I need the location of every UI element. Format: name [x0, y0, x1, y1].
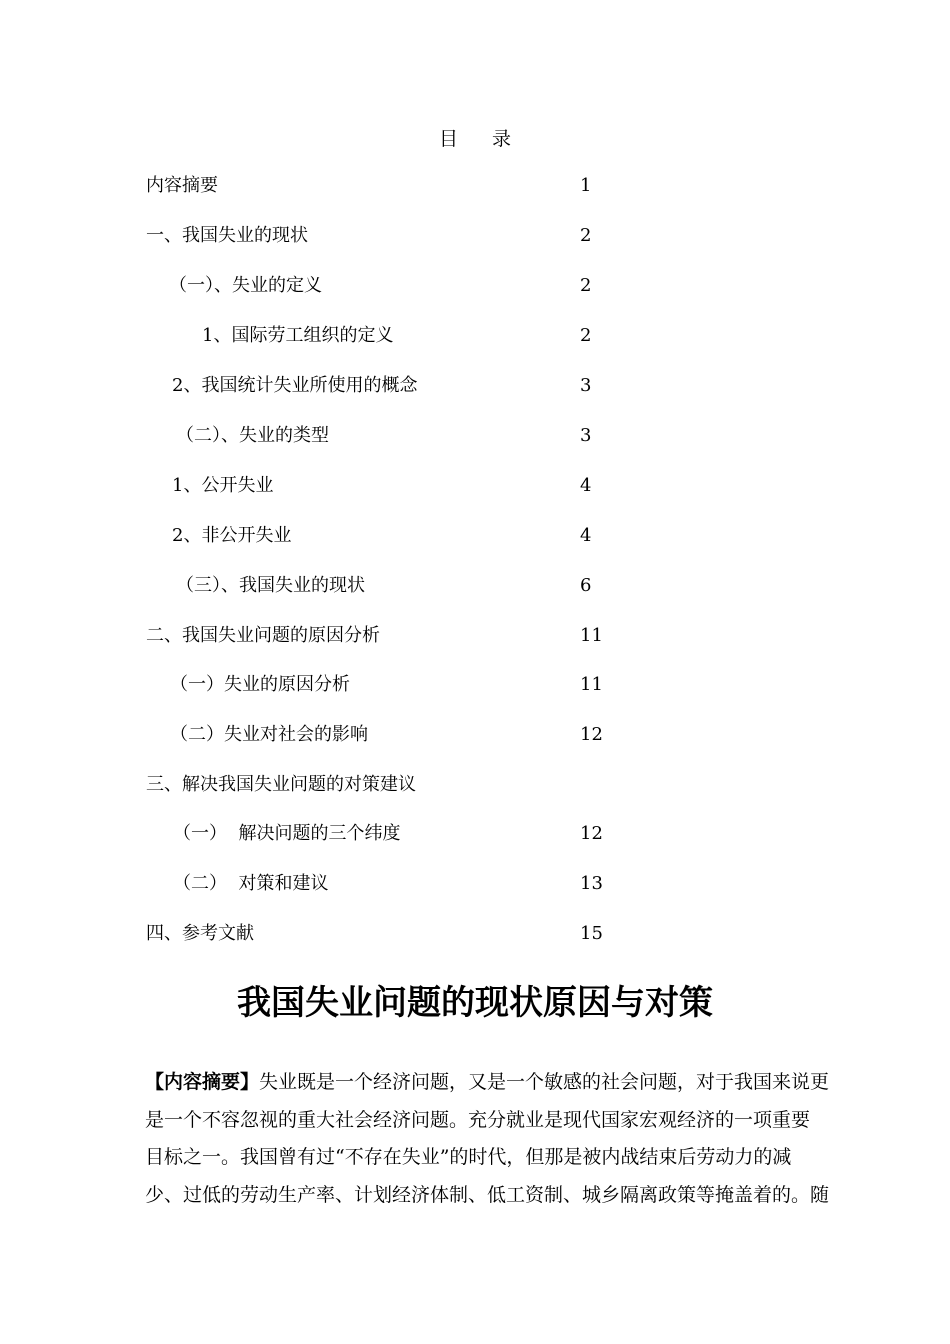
toc-title: 目 录	[438, 128, 526, 150]
toc-entry-label: （一）、失业的定义	[169, 275, 322, 296]
toc-entry-label: 2、非公开失业	[172, 525, 292, 546]
toc-entry-label: 一、我国失业的现状	[146, 225, 308, 246]
toc-entry-label: （二）失业对社会的影响	[170, 724, 368, 745]
toc-entry-page: 3	[580, 375, 592, 396]
toc-entry-page: 2	[580, 325, 592, 346]
toc-entry-label: （一） 解决问题的三个纬度	[173, 823, 401, 844]
toc-entry-label: （三）、我国失业的现状	[176, 575, 365, 596]
toc-entry-label: 1、公开失业	[172, 475, 274, 496]
toc-entry-label: 二、我国失业问题的原因分析	[146, 625, 380, 646]
toc-entry-label: （二） 对策和建议	[173, 873, 329, 894]
toc-entry-page: 11	[580, 625, 603, 646]
toc-entry-label: 四、参考文献	[146, 923, 254, 944]
toc-entry-page: 2	[580, 225, 592, 246]
toc-entry-page: 12	[580, 724, 603, 745]
toc-entry-page: 11	[580, 674, 603, 695]
toc-entry-page: 6	[580, 575, 592, 596]
toc-entry-page: 4	[580, 525, 592, 546]
toc-entry-label: （二）、失业的类型	[176, 425, 329, 446]
toc-entry-page: 12	[580, 823, 603, 844]
toc-entry-page: 3	[580, 425, 592, 446]
toc-entry-label: 三、解决我国失业问题的对策建议	[146, 774, 416, 795]
toc-entry-label: 内容摘要	[146, 175, 218, 196]
abstract-line: 是一个不容忽视的重大社会经济问题。充分就业是现代国家宏观经济的一项重要	[145, 1108, 811, 1131]
toc-entry-label: （一）失业的原因分析	[170, 674, 350, 695]
toc-entry-page: 15	[580, 923, 603, 944]
abstract-heading: 【内容摘要】	[145, 1071, 260, 1093]
toc-entry-page: 4	[580, 475, 592, 496]
toc-entry-label: 1、国际劳工组织的定义	[202, 325, 394, 346]
toc-entry-label: 2、我国统计失业所使用的概念	[172, 375, 418, 396]
abstract-line: 目标之一。我国曾有过“不存在失业”的时代，但那是被内战结束后劳动力的减	[145, 1146, 792, 1168]
abstract-paragraph	[145, 1064, 830, 1214]
toc-entry-page: 2	[580, 275, 592, 296]
abstract-line: 少、过低的劳动生产率、计划经济体制、低工资制、城乡隔离政策等掩盖着的。随	[145, 1183, 830, 1206]
abstract-text: 失业既是一个经济问题，又是一个敏感的社会问题，对于我国来说更	[259, 1071, 830, 1093]
document-title: 我国失业问题的现状原因与对策	[237, 983, 713, 1023]
toc-entry-page: 13	[580, 873, 603, 894]
abstract-line	[145, 1064, 830, 1102]
toc-entry-page: 1	[580, 175, 592, 196]
